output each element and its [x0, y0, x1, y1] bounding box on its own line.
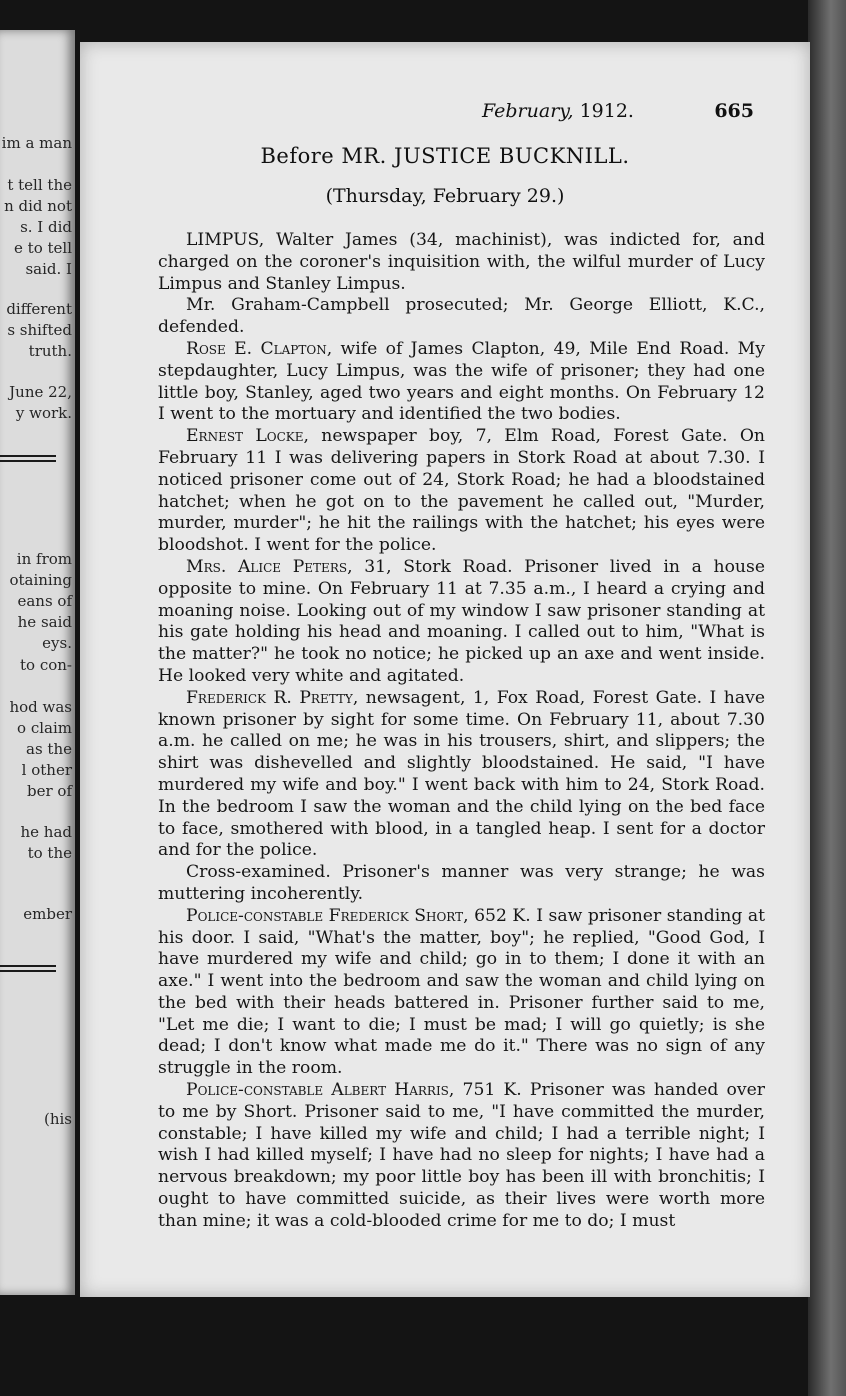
paragraph-text: 751 K. Prisoner was handed over to me by Short. Prisoner said to me, "I have committed the murder, constable; I have killed my wife and child; I had a terrible night; I wish I had killed myself; I have had no sleep for nights; I have had a nervous breakdown; my poor little boy has been ill with bronchitis; I ought to have committed suicide, as their lives were worth more than mine; it was a cold-blooded crime for me to do; I must — [158, 1080, 765, 1231]
paragraph — [158, 906, 765, 1080]
left-line: he had — [20, 823, 72, 841]
left-line: eans of — [17, 592, 72, 610]
left-line: otaining — [9, 571, 72, 589]
paragraph — [158, 688, 765, 862]
running-head — [80, 100, 810, 130]
left-line: y work. — [15, 404, 72, 422]
section-heading: Before MR. JUSTICE BUCKNILL. — [260, 144, 630, 168]
paragraph — [158, 1080, 765, 1233]
left-line: o claim — [17, 719, 72, 737]
left-line: eys. — [42, 634, 72, 652]
left-line: he said — [17, 613, 72, 631]
witness-name: Police-constable Albert Harris, — [186, 1080, 455, 1101]
left-line: n did not — [4, 197, 72, 215]
left-page-fragment — [0, 30, 75, 1295]
paragraph — [158, 862, 765, 906]
left-line: l other — [21, 761, 72, 779]
left-line: said. I — [25, 260, 72, 278]
paragraph — [158, 339, 765, 426]
paragraph-text: 31, Stork Road. Prisoner lived in a house opposite to mine. On February 11 at 7.35 a.m., I heard a crying and moaning noise. Looking out of my window I saw prisoner standing at his gate holding his head and moaning. I called out to him, "What is the matter?" he took no notice; he picked up an axe and went inside. He looked very white and agitated. — [158, 556, 765, 686]
left-line: as the — [26, 740, 72, 758]
paragraph-text: Mr. Graham-Campbell prosecuted; Mr. George Elliott, K.C., defended. — [158, 295, 765, 338]
paragraph-lead: LIMPUS, Walter James (34, machinist), — [186, 230, 553, 250]
paragraph-text: newsagent, 1, Fox Road, Forest Gate. I have known prisoner by sight for some time. On February 11, about 7.30 a.m. he called on me; he was in his trousers, shirt, and slippers; the shirt was dishevelled and slightly bloodstained. He said, "I have murdered my wife and boy." I went back with him to 24, Stork Road. In the bedroom I saw the woman and the child lying on the bed face to face, smothered with blood, in a tangled heap. I sent for a doctor and for the police. — [158, 687, 765, 861]
left-line: hod was — [9, 698, 72, 716]
left-line: to the — [27, 844, 72, 862]
paragraph — [158, 557, 765, 688]
witness-name: Frederick R. Pretty, — [186, 687, 359, 708]
section-subheading: (Thursday, February 29.) — [325, 185, 565, 207]
left-rule — [0, 455, 56, 462]
paragraph-text: newspaper boy, 7, Elm Road, Forest Gate. On February 11 I was delivering papers in Stork Road at about 7.30. I noticed prisoner come out of 24, Stork Road; he had a bloodstained hatchet; when he got on to the pavement he called out, "Murder, murder, murder"; he hit the railings with the hatchet; his eyes were bloodshot. I went for the police. — [158, 426, 765, 556]
left-line: s shifted — [7, 321, 72, 339]
witness-name: Rose E. Clapton, — [186, 338, 333, 359]
paragraph-text: wife of James Clapton, 49, Mile End Road. My stepdaughter, Lucy Limpus, was the wife of prisoner; they had one little boy, Stanley, aged two years and eight months. On February 12 I went to the mortuary and identified the two bodies. — [158, 338, 765, 425]
body-text — [158, 230, 765, 1233]
witness-name: Mrs. Alice Peters, — [186, 556, 353, 577]
left-line: t tell the — [7, 176, 72, 194]
left-line: different — [6, 300, 72, 318]
paragraph — [158, 230, 765, 295]
paragraph-text: was indicted for, and charged on the coroner's inquisition with, the wilful murder of Lucy Limpus and Stanley Limpus. — [158, 230, 765, 294]
paragraph — [158, 426, 765, 557]
left-line: s. I did — [20, 218, 72, 236]
left-line: ember — [23, 905, 72, 923]
left-line: truth. — [28, 342, 72, 360]
witness-name: Police-constable Frederick Short, — [186, 905, 469, 926]
page-number: 665 — [714, 100, 754, 122]
left-line: to con- — [20, 656, 72, 674]
paragraph-text: Cross-examined. Prisoner's manner was very strange; he was muttering incoherently. — [158, 862, 765, 904]
book-edge — [808, 0, 846, 1396]
header-date: February, 1912. — [482, 100, 634, 122]
left-line: June 22, — [9, 383, 72, 401]
witness-name: Ernest Locke, — [186, 426, 309, 447]
left-line: im a man — [1, 134, 72, 152]
paragraph-text: 652 K. I saw prisoner standing at his door. I said, "What's the matter, boy"; he replied, "Good God, I have murdered my wife and child; go in to them; I done it with an axe." I went into the bedroom and saw the woman and child lying on the bed with their heads battered in. Prisoner further said to me, "Let me die; I want to die; I must be mad; I will go quietly; is she dead; I don't know what made me do it." There was no sign of any struggle in the room. — [158, 905, 766, 1079]
left-line: in from — [16, 550, 72, 568]
left-line: (his — [43, 1110, 72, 1128]
left-line: e to tell — [14, 239, 72, 257]
left-line: ber of — [27, 782, 72, 800]
left-rule — [0, 965, 56, 972]
paragraph — [158, 295, 765, 339]
